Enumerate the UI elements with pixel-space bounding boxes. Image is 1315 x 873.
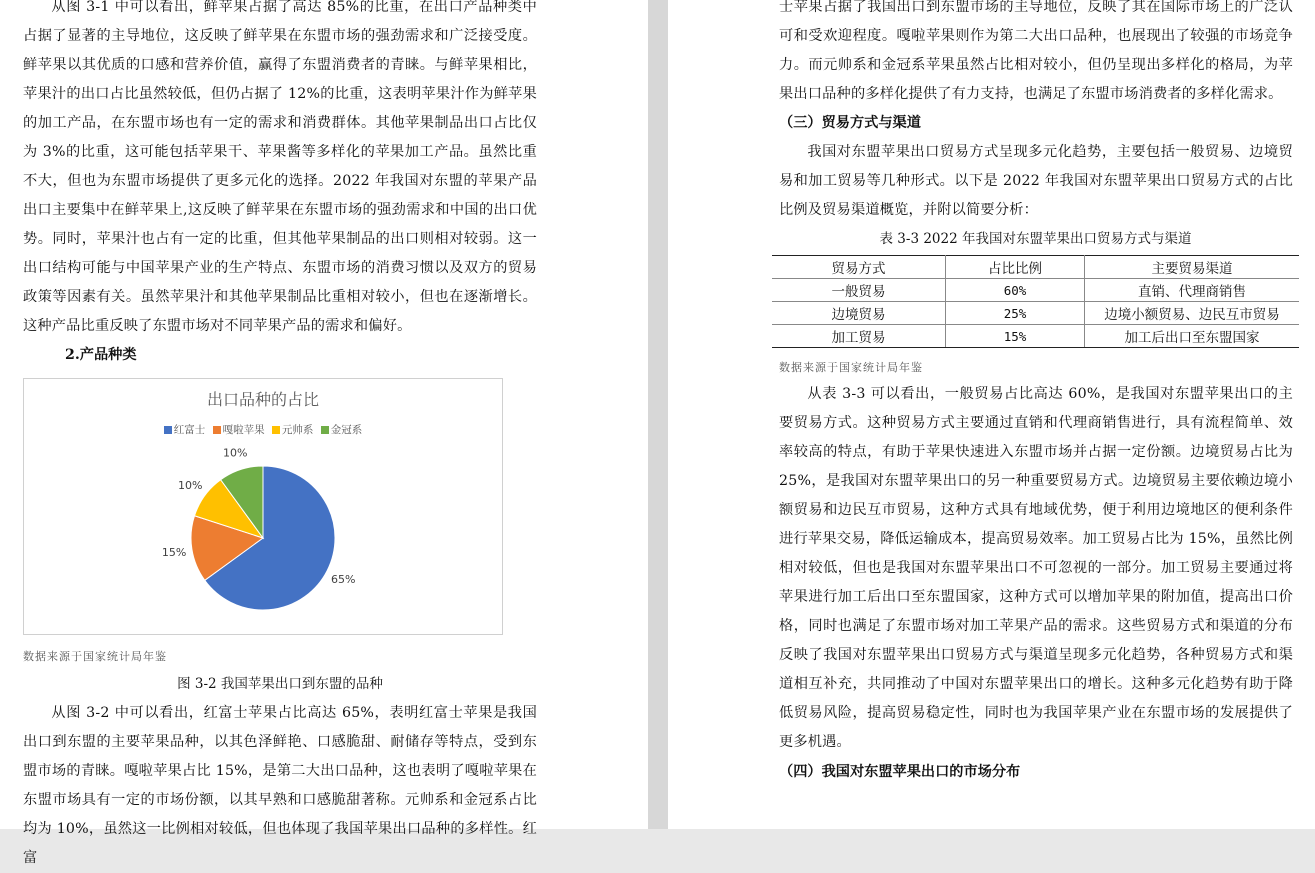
section-heading: （三）贸易方式与渠道 xyxy=(779,115,921,131)
section-heading: 2.产品种类 xyxy=(65,347,137,363)
table-row xyxy=(772,302,1299,325)
slice-label: 65% xyxy=(330,572,356,586)
table-cell: 25% xyxy=(946,302,1085,325)
table-cell: 加工贸易 xyxy=(772,325,946,348)
slice-label: 10% xyxy=(222,446,248,460)
paragraph: 从图 3-1 中可以看出，鲜苹果占据了高达 85%的比重，在出口产品种类中占据了显著的主导地位，这反映了鲜苹果在东盟市场的强劲需求和广泛接受度。鲜苹果以其优质的口感和营养价值，赢得了东盟消费者的青睐。与鲜苹果相比，苹果汁的出口占比虽然较低，但仍占据了 12%的比重，这表明苹果汁作为鲜苹果的加工产品，在东盟市场也有一定的需求和消费群体。其他苹果制品出口占比仅为 3%的比重，这可能包括苹果干、苹果酱等多样化的苹果加工产品。虽然比重不大，但也为东盟市场提供了更多元化的选择。2022 年我国对东盟的苹果产品出口主要集中在鲜苹果上,这反映了鲜苹果在东盟市场的强劲需求和中国的出口优势。同时，苹果汁也占有一定的比重，但其他苹果制品的出口则相对较弱。这一出口结构可能与中国苹果产业的生产特点、东盟市场的消费习惯以及双方的贸易政策等因素有关。虽然苹果汁和其他苹果制品比重相对较小，但也在逐渐增长。这种产品比重反映了东盟市场对不同苹果产品的需求和偏好。 xyxy=(23,0,537,334)
table-row xyxy=(772,279,1299,302)
legend-item: 金冠系 xyxy=(321,422,363,437)
table-cell: 一般贸易 xyxy=(772,279,946,302)
page-gap xyxy=(648,0,668,829)
table-cell: 加工后出口至东盟国家 xyxy=(1085,325,1300,348)
section-heading: （四）我国对东盟苹果出口的市场分布 xyxy=(779,764,1021,780)
table-header-cell: 贸易方式 xyxy=(772,256,946,279)
legend-item: 元帅系 xyxy=(272,422,314,437)
table-header-cell: 占比比例 xyxy=(946,256,1085,279)
paragraph: 我国对东盟苹果出口贸易方式呈现多元化趋势，主要包括一般贸易、边境贸易和加工贸易等几种形式。以下是 2022 年我国对东盟苹果出口贸易方式的占比比例及贸易渠道概览，并附以简要分析： xyxy=(779,144,1293,218)
legend-swatch xyxy=(321,426,329,434)
table-cell: 直销、代理商销售 xyxy=(1085,279,1300,302)
figure-caption: 图 3-2 我国苹果出口到东盟的品种 xyxy=(177,676,383,692)
table-caption: 表 3-3 2022 年我国对东盟苹果出口贸易方式与渠道 xyxy=(879,231,1192,247)
paragraph: 从表 3-3 可以看出，一般贸易占比高达 60%，是我国对东盟苹果出口的主要贸易方式。这种贸易方式主要通过直销和代理商销售进行，具有流程简单、效率较高的特点，有助于苹果快速进入东盟市场并占据一定份额。边境贸易占比为 25%，是我国对东盟苹果出口的另一种重要贸易方式。边境贸易主要依赖边境小额贸易和边民互市贸易，这种方式具有地域优势，便于利用边境地区的便利条件进行苹果交易，降低运输成本，提高贸易效率。加工贸易占比为 15%，虽然比例相对较低，但也是我国对东盟苹果出口不可忽视的一部分。加工贸易主要通过将苹果进行加工后出口至东盟国家，这种方式可以增加苹果的附加值，提高出口价格，同时也满足了东盟市场对加工苹果产品的需求。这些贸易方式和渠道的分布反映了我国对东盟苹果出口贸易方式与渠道呈现多元化趋势，各种贸易方式和渠道相互补充，共同推动了中国对东盟苹果出口的增长。这种多元化趋势有助于降低贸易风险，提高贸易稳定性，同时也为我国苹果产业在东盟市场的发展提供了更多机遇。 xyxy=(779,386,1293,750)
chart-title: 出口品种的占比 xyxy=(206,390,320,409)
table-header-row xyxy=(772,256,1299,279)
legend-item: 嘎啦苹果 xyxy=(213,422,265,437)
slice-label: 15% xyxy=(161,546,187,560)
pie-chart xyxy=(23,378,503,635)
table-cell: 边境贸易 xyxy=(772,302,946,325)
slice-label: 10% xyxy=(177,479,203,493)
document-page-left xyxy=(0,0,648,866)
table-cell: 边境小额贸易、边民互市贸易 xyxy=(1085,302,1300,325)
table-row xyxy=(772,325,1299,348)
table-cell: 60% xyxy=(946,279,1085,302)
paragraph: 从图 3-2 中可以看出，红富士苹果占比高达 65%，表明红富士苹果是我国出口到东盟的主要苹果品种，以其色泽鲜艳、口感脆甜、耐储存等特点，受到东盟市场的青睐。嘎啦苹果占比 15%，是第二大出口品种，这也表明了嘎啦苹果在东盟市场具有一定的市场份额，以其早熟和口感脆甜著称。元帅系和金冠系占比均为 10%，虽然这一比例相对较低，但也体现了我国苹果出口品种的多样性。红富 xyxy=(23,705,537,866)
chart-legend xyxy=(24,422,502,437)
table-header-cell: 主要贸易渠道 xyxy=(1085,256,1300,279)
trade-method-table xyxy=(772,255,1299,348)
legend-swatch xyxy=(213,426,221,434)
legend-item: 红富士 xyxy=(164,422,206,437)
legend-swatch xyxy=(164,426,172,434)
data-source-note: 数据来源于国家统计局年鉴 xyxy=(23,650,167,663)
legend-swatch xyxy=(272,426,280,434)
table-cell: 15% xyxy=(946,325,1085,348)
paragraph: 士苹果占据了我国出口到东盟市场的主导地位，反映了其在国际市场上的广泛认可和受欢迎程度。嘎啦苹果则作为第二大出口品种，也展现出了较强的市场竞争力。而元帅系和金冠系苹果虽然占比相对较小，但仍呈现出多样化的格局，为苹果出口品种的多样化提供了有力支持，也满足了东盟市场消费者的多样化需求。 xyxy=(779,0,1293,102)
pie-chart-canvas xyxy=(24,379,502,634)
data-source-note: 数据来源于国家统计局年鉴 xyxy=(779,361,923,374)
